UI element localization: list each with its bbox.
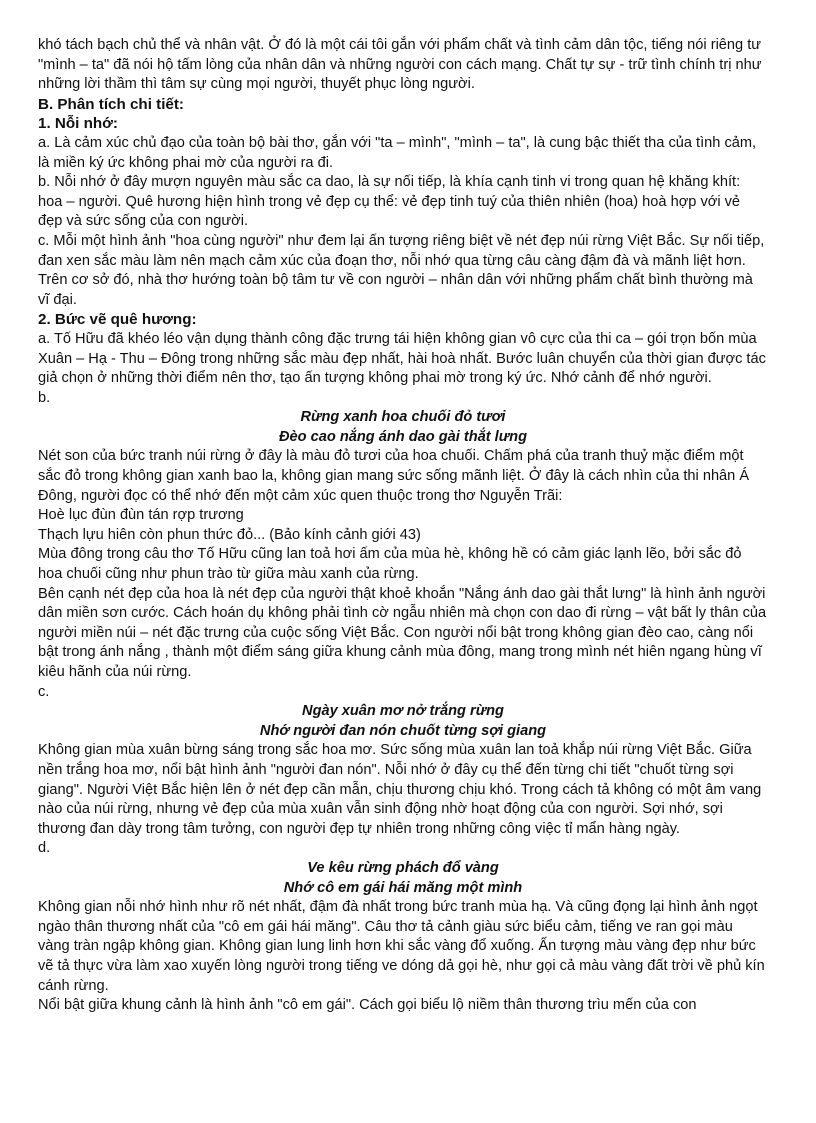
body-paragraph: khó tách bạch chủ thể và nhân vật. Ở đó là một cái tôi gắn với phẩm chất và tình cảm dân tộc, tiếng nói riêng tư "mình – ta" đã nói hộ tấm lòng của nhân dân và những người con cách mạng. Chất tự sự - trữ tình chính trị như những lời thầm thì tâm sự cùng mọi người, thuyết phục lòng người.: [38, 37, 762, 93]
body-paragraph: Mùa đông trong câu thơ Tố Hữu cũng lan toả hơi ấm của mùa hè, không hề có cảm giác lạnh lẽo, bởi sắc đỏ hoa chuối cũng như phun trào từ giữa màu xanh của rừng.: [38, 546, 742, 583]
item-marker: b.: [38, 389, 51, 406]
quoted-poem-line: Hoè lục đùn đùn tán rợp trương: [38, 507, 244, 524]
subsection-heading: 2. Bức vẽ quê hương:: [38, 311, 197, 329]
body-paragraph: b. Nỗi nhớ ở đây mượn nguyên màu sắc ca dao, là sự nối tiếp, là khía cạnh tinh vi trong quan hệ khăng khít: hoa – người. Quê hương hiện hình trong vẻ đẹp cụ thể: vẻ đẹp tinh tuý của thiên nhiên (hoa) hoà hợp với vẻ đẹp và sức sống của con người.: [38, 174, 741, 230]
subsection-heading: 1. Nỗi nhớ:: [38, 115, 118, 133]
verse-line: Ngày xuân mơ nở trắng rừng: [302, 703, 504, 720]
verse-line: Nhớ người đan nón chuốt từng sợi giang: [259, 722, 547, 739]
verse-line: Đèo cao nắng ánh dao gài thắt lưng: [279, 428, 527, 445]
body-paragraph: c. Mỗi một hình ảnh "hoa cùng người" như đem lại ấn tượng riêng biệt về nét đẹp núi rừng Việt Bắc. Sự nối tiếp, đan xen sắc màu làm nên mạch cảm xúc của đoạn thơ, nỗi nhớ qua từng câu càng đậm đà và mãnh liệt hơn. Trên cơ sở đó, nhà thơ hướng toàn bộ tâm tư về con người – nhân dân với những phẩm chất bình thường mà vĩ đại.: [38, 232, 765, 308]
body-paragraph: a. Tố Hữu đã khéo léo vận dụng thành công đặc trưng tái hiện không gian vô cực của thi ca – gói trọn bốn mùa Xuân – Hạ - Thu – Đông trong những sắc màu đẹp nhất, hài hoà nhất. Bước luân chuyển của thời gian được tác giả chọn ở những thời điểm nên thơ, tạo ấn tượng không phai mờ trong ký ức. Nhớ cảnh để nhớ người.: [38, 330, 766, 387]
item-marker: d.: [38, 840, 51, 857]
quoted-poem-line: Thạch lựu hiên còn phun thức đỏ... (Bảo kính cảnh giới 43): [38, 526, 421, 543]
body-paragraph: Nổi bật giữa khung cảnh là hình ảnh "cô em gái". Cách gọi biểu lộ niềm thân thương trìu mến của con: [38, 997, 697, 1014]
section-heading: B. Phân tích chi tiết:: [38, 95, 184, 113]
body-paragraph: Bên cạnh nét đẹp của hoa là nét đẹp của người thật khoẻ khoắn "Nắng ánh dao gài thắt lưng" là hình ảnh người dân miền sơn cước. Cách hoán dụ không phải tình cờ ngẫu nhiên mà chọn con dao đi rừng – vật bất ly thân của người miền núi – nét đặc trưng của cuộc sống Việt Bắc. Con người nổi bật trong không gian đèo cao, càng nổi bật trong ánh nắng , thành một điểm sáng giữa khung cảnh mùa đông, mang trong mình nét hiên ngang hùng vĩ kiêu hãnh của núi rừng.: [38, 585, 767, 680]
body-paragraph: Nét son của bức tranh núi rừng ở đây là màu đỏ tươi của hoa chuối. Chấm phá của tranh thuỷ mặc điểm một sắc đỏ trong không gian xanh bao la, không gian mang sức sống mãnh liệt. Ở đây là cách nhìn của thi nhân Á Đông, người đọc có thể nhớ đến một cảm xúc quen thuộc trong thơ Nguyễn Trãi:: [38, 448, 750, 504]
document-page: [38, 36, 768, 1016]
body-paragraph: a. Là cảm xúc chủ đạo của toàn bộ bài thơ, gắn với "ta – mình", "mình – ta", là cung bậc thiết tha của tình cảm, là miền ký ức không phai mờ của người ra đi.: [38, 134, 757, 171]
verse-line: Nhớ cô em gái hái măng một mình: [283, 879, 523, 896]
verse-line: Ve kêu rừng phách đổ vàng: [307, 859, 499, 876]
item-marker: c.: [38, 683, 50, 700]
verse-line: Rừng xanh hoa chuối đỏ tươi: [300, 409, 506, 426]
body-paragraph: Không gian nỗi nhớ hình như rõ nét nhất, đậm đà nhất trong bức tranh mùa hạ. Và cũng đọng lại hình ảnh ngọt ngào thân thương nhất của "cô em gái hái măng". Câu thơ tả cảnh giàu sức biểu cảm, tiếng ve ran gọi màu vàng tràn ngập không gian. Không gian lung linh hơn khi sắc vàng đổ xuống. Ấn tượng màu vàng đẹp như bức vẽ tả thực vừa làm xao xuyến lòng người trong tiếng ve dóng dả gọi hè, như gọi cả màu vàng đất trời về phủ kín cánh rừng.: [38, 899, 765, 994]
body-paragraph: Không gian mùa xuân bừng sáng trong sắc hoa mơ. Sức sống mùa xuân lan toả khắp núi rừng Việt Bắc. Giữa nền trắng hoa mơ, nổi bật hình ảnh "người đan nón". Nỗi nhớ ở đây cụ thể đến từng chi tiết "chuốt từng sợi giang". Người Việt Bắc hiện lên ở nét đẹp cần mẫn, chịu thương chịu khó. Trong cách tả không có một âm vang nào của núi rừng, nhưng vẻ đẹp của mùa xuân vẫn sinh động nhờ hoạt động của con người. Sợi nhớ, sợi thương đan dày trong tâm tưởng, con người đẹp tự nhiên trong những công việc tỉ mẩn hàng ngày.: [38, 742, 762, 837]
